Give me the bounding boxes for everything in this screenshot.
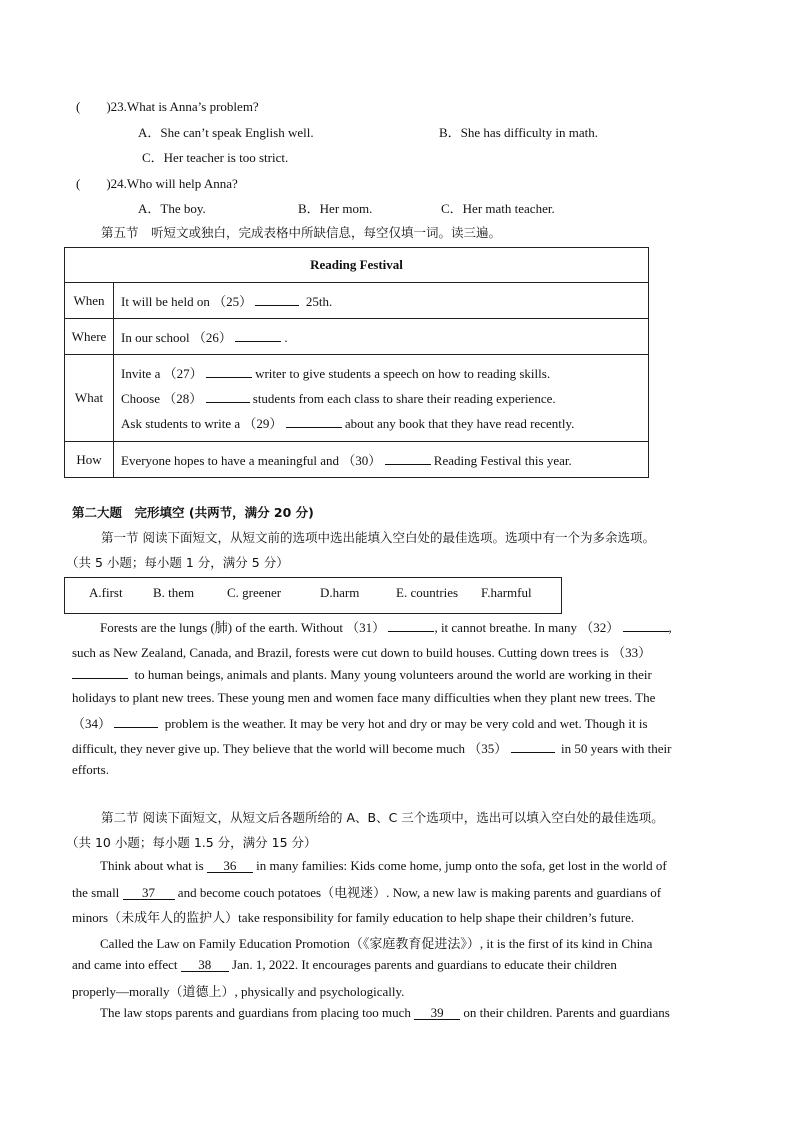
blank-29 (286, 427, 342, 428)
passage1-line1: Forests are the lungs (肺) of the earth. Without （31） , it cannot breathe. In many （32） , (100, 620, 672, 635)
blank-38: 38 (181, 958, 229, 972)
blank-27 (206, 377, 252, 378)
blank-34 (114, 727, 158, 728)
passage2-line4: Called the Law on Family Education Promotion（《家庭教育促进法》）, it is the first of its kind in China (100, 936, 653, 951)
section2-scoring: （共 10 小题；每小题 1.5 分，满分 15 分） (66, 835, 317, 850)
blank-39: 39 (414, 1006, 460, 1020)
passage2-line3: minors（未成年人的监护人）take responsibility for family education to help shape their children’s future. (72, 910, 635, 925)
word-a: A.first (89, 585, 123, 600)
row-label-where: Where (65, 319, 114, 355)
passage1-line3: to human beings, animals and plants. Many young volunteers around the world are working in their (72, 667, 652, 683)
blank-31 (388, 631, 434, 632)
passage1-line6: difficult, they never give up. They believe that the world will become much （35） in 50 years with their (72, 741, 672, 756)
row-label-when: When (65, 283, 114, 319)
q24-option-a: A．The boy. (138, 201, 206, 216)
row-when: It will be held on （25） 25th. (114, 283, 649, 319)
blank-35 (511, 752, 555, 753)
q23-option-b: B．She has difficulty in math. (439, 125, 598, 140)
row-what: Invite a （27） writer to give students a speech on how to reading skills. Choose （28） students from each class to share their reading experience. Ask students to write a （29） about any book that they have read recently. (114, 355, 649, 442)
q24-paren: ( ) (76, 176, 111, 191)
part2-title: 第二大题 完形填空 (共两节，满分 20 分) (72, 505, 314, 520)
section2-instruction: 第二节 阅读下面短文，从短文后各题所给的 A、B、C 三个选项中，选出可以填入空白处的最佳选项。 (101, 810, 664, 825)
section1-instruction: 第一节 阅读下面短文，从短文前的选项中选出能填入空白处的最佳选项。选项中有一个为多余选项。 (101, 530, 655, 545)
q23-text: 23.What is Anna’s problem? (110, 99, 259, 114)
row-where: In our school （26） . (114, 319, 649, 355)
blank-28 (206, 402, 250, 403)
blank-33 (72, 678, 128, 679)
passage1-line7: efforts. (72, 762, 109, 777)
blank-26 (235, 341, 281, 342)
word-b: B. them (153, 585, 195, 600)
passage2-line7: The law stops parents and guardians from placing too much 39 on their children. Parents and guardians (100, 1005, 670, 1020)
q23-option-c: C．Her teacher is too strict. (142, 150, 289, 165)
blank-25 (255, 305, 299, 306)
q24-option-c: C．Her math teacher. (441, 201, 555, 216)
reading-festival-table (64, 247, 649, 478)
row-how: Everyone hopes to have a meaningful and （30） Reading Festival this year. (114, 442, 649, 478)
blank-36: 36 (207, 859, 253, 873)
section5-title: 第五节 听短文或独白，完成表格中所缺信息，每空仅填一词。读三遍。 (101, 225, 502, 240)
word-f: F.harmful (481, 585, 532, 600)
word-e: E. countries (396, 585, 459, 600)
blank-32 (623, 631, 669, 632)
word-c: C. greener (227, 585, 282, 600)
blank-37: 37 (123, 886, 175, 900)
q24-option-b: B．Her mom. (298, 201, 373, 216)
passage2-line5: and came into effect 38 Jan. 1, 2022. It encourages parents and guardians to educate their children (72, 957, 617, 972)
q24-stem (76, 173, 238, 192)
section1-scoring: （共 5 小题；每小题 1 分，满分 5 分） (66, 555, 289, 570)
row-label-what: What (65, 355, 114, 442)
passage2-line6: properly—morally（道德上）, physically and psychologically. (72, 984, 405, 999)
q23-option-a: A．She can’t speak English well. (138, 125, 314, 140)
passage1-line5: （34） problem is the weather. It may be very hot and dry or may be very cold and wet. Though it is (72, 716, 648, 731)
passage2-line1: Think about what is 36 in many families: Kids come home, jump onto the sofa, get lost in the world of (100, 858, 667, 873)
blank-30 (385, 464, 431, 465)
word-d: D.harm (320, 585, 360, 600)
row-label-how: How (65, 442, 114, 478)
q23-stem (76, 96, 259, 115)
q24-text: 24.Who will help Anna? (110, 176, 238, 191)
passage2-line2: the small 37 and become couch potatoes（电视迷）. Now, a new law is making parents and guardians of (72, 885, 662, 900)
passage1-line2: such as New Zealand, Canada, and Brazil, forests were cut down to build houses. Cutting down trees is （33） (72, 645, 652, 660)
table-title: Reading Festival (65, 248, 649, 283)
passage1-line4: holidays to plant new trees. These young men and women face many difficulties when they plant new trees. The (72, 690, 656, 705)
q23-paren: ( ) (76, 99, 111, 114)
